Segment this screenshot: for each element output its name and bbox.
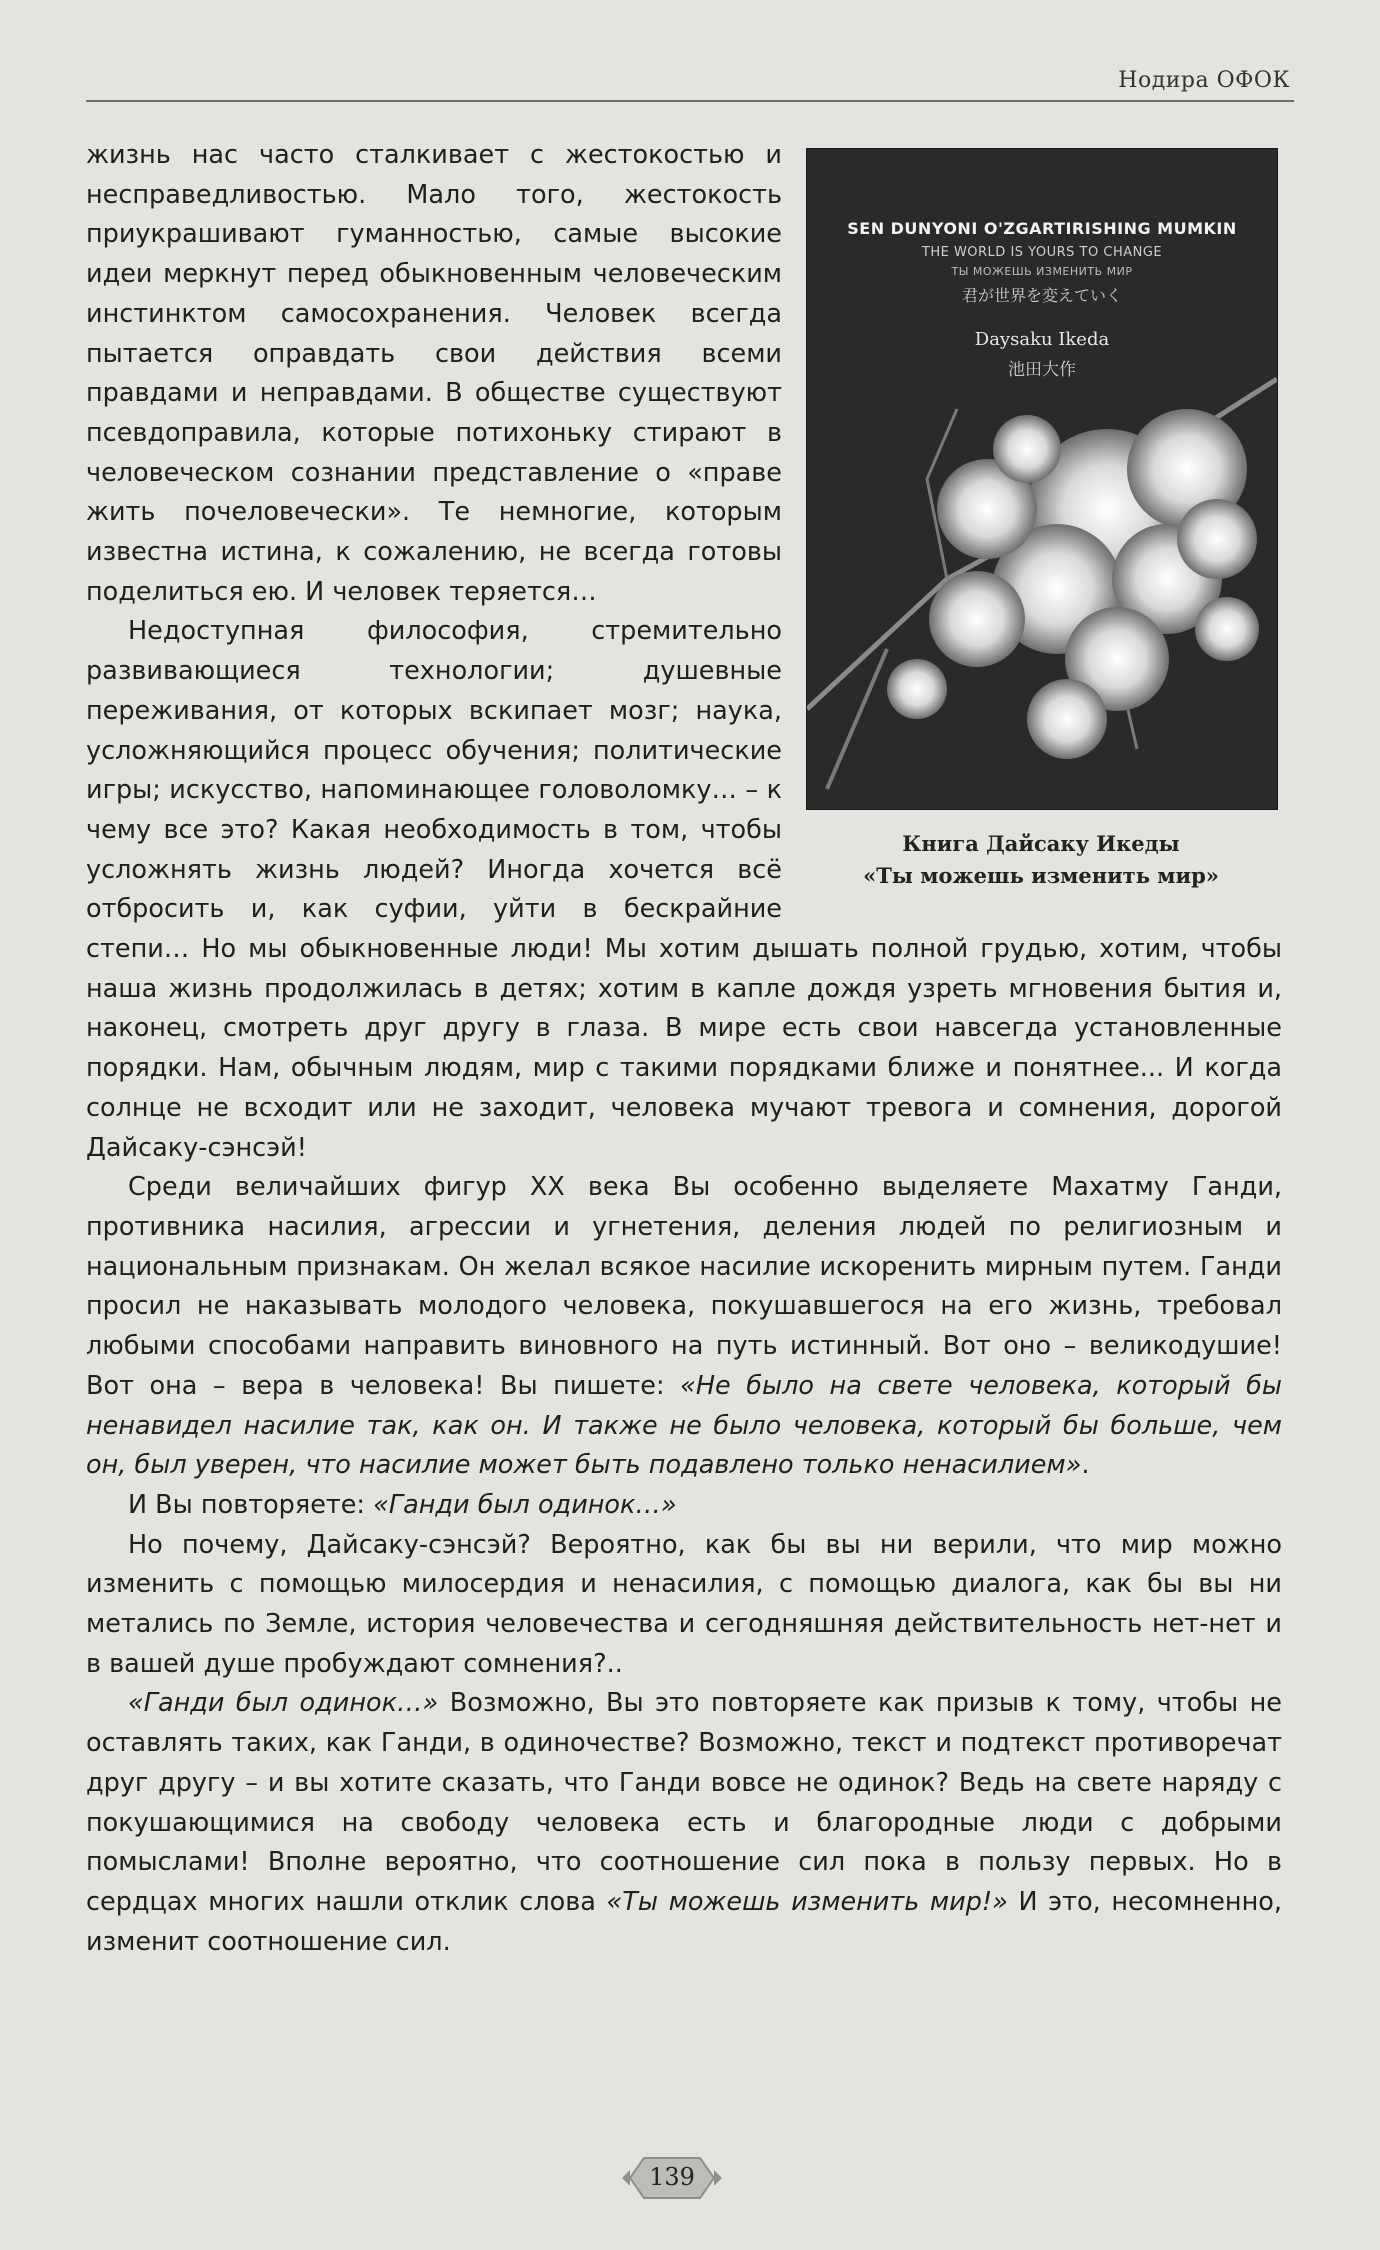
cover-title-uz: SEN DUNYONI O'ZGARTIRISHING MUMKIN <box>847 219 1237 238</box>
page-number-badge <box>622 2150 722 2206</box>
cover-title-jp: 君が世界を変えていく <box>961 286 1122 305</box>
header-rule <box>86 100 1294 102</box>
gandhi-alone-quote-2: «Ганди был одинок…» <box>128 1688 439 1719</box>
paragraph-6-end: И это, несомненно, изменит соотношение сил. <box>86 1886 1282 1957</box>
gandhi-quote: «Не было на свете человека, который бы ненавидел насилие так, как он. И также не было человека, который бы больше, чем он, был уверен, что насилие может быть подавлено только ненасилием» <box>86 1370 1282 1481</box>
book-title-quote: «Ты можешь изменить мир!» <box>606 1886 1008 1917</box>
paragraph-3-text: Среди величайших фигур XX века Вы особенно выделяете Махатму Ганди, противника насилия, агрессии и угнетения, деления людей по религиозным и национальным признакам. Он желал всякое насилие искоренить мирным путем. Ганди просил не наказывать молодого человека, покушавшегося на его жизнь, требовал любыми способами направить виновного на путь истинный. Вот оно – великодушие! Вот она – вера в человека! Вы пишете: <box>86 1172 1282 1401</box>
paragraph-4-text: И Вы повторяете: <box>128 1489 374 1520</box>
paragraph-3 <box>86 1168 1282 1486</box>
paragraph-6 <box>86 1684 1282 1962</box>
paragraph-6-text: Возможно, Вы это повторяете как призыв к тому, чтобы не оставлять таких, как Ганди, в одиночестве? Возможно, текст и подтекст противоречат друг другу – и вы хотите сказать, что Ганди вовсе не одинок? Ведь на свете наряду с покушающимися на свободу человека есть и благородные люди с добрыми помыслами! Вполне вероятно, что соотношение сил пока в пользу первых. Но в сердцах многих нашли отклик слова <box>86 1688 1282 1917</box>
gandhi-alone-quote: «Ганди был одинок…» <box>373 1489 677 1520</box>
cover-author: Daysaku Ikeda <box>974 329 1110 350</box>
paragraph-2: Недоступная философия, стремительно развивающиеся технологии; душевные переживания, от которых вскипает мозг; наука, усложняющийся процесс обучения; политические игры; искусство, напоминающее головоломку… – к чему все это? Какая необходимость в том, чтобы усложнять жизнь людей? Иногда хочется всё отбросить и, как суфии, уйти в бескрайние степи… Но мы обыкновенные люди! Мы хотим дышать полной грудью, хотим, чтобы наша жизнь продолжилась в детях; хотим в капле дождя узреть мгновения бытия и, наконец, смотреть друг другу в глаза. В мире есть свои навсегда установленные порядки. Нам, обычным людям, мир с такими порядками ближе и понятнее... И когда солнце не всходит или не заходит, человека мучают тревога и сомнения, дорогой Дайсаку-сэнсэй! <box>86 616 1282 1163</box>
caption-line-2: «Ты можешь изменить мир» <box>863 863 1219 888</box>
running-head: Нодира ОФОК <box>1118 68 1290 93</box>
cover-author-cjk: 池田大作 <box>1008 360 1076 380</box>
paragraph-4 <box>86 1486 1282 1526</box>
cover-title-en: THE WORLD IS YOURS TO CHANGE <box>921 245 1163 260</box>
body-text <box>86 136 1282 1962</box>
paragraph-5: Но почему, Дайсаку-сэнсэй? Вероятно, как бы вы ни верили, что мир можно изменить с помощью милосердия и ненасилия, с помощью диалога, как бы вы ни метались по Земле, история человечества и сегодняшняя действительность нет-нет и в вашей душе пробуждают сомнения?.. <box>86 1529 1282 1679</box>
figure-float-spacer <box>782 136 1282 926</box>
paragraph-3-end: . <box>1081 1450 1090 1481</box>
caption-line-1: Книга Дайсаку Икеды <box>902 831 1180 856</box>
cover-title-ru: ТЫ МОЖЕШЬ ИЗМЕНИТЬ МИР <box>951 265 1133 278</box>
page-number: 139 <box>649 2163 695 2191</box>
paragraph-1: жизнь нас часто сталкивает с жестокостью и несправедливостью. Мало того, жестокость приукрашивают гуманностью, самые высокие идеи меркнут перед обыкновенным человеческим инстинктом самосохранения. Человек всегда пытается оправдать свои действия всеми правдами и неправдами. В обществе существуют псевдоправила, которые потихоньку стирают в человеческом сознании представление о «праве жить почеловечески». Те немногие, которым известна истина, к сожалению, не всегда готовы поделиться ею. И человек теряется… <box>86 140 782 607</box>
